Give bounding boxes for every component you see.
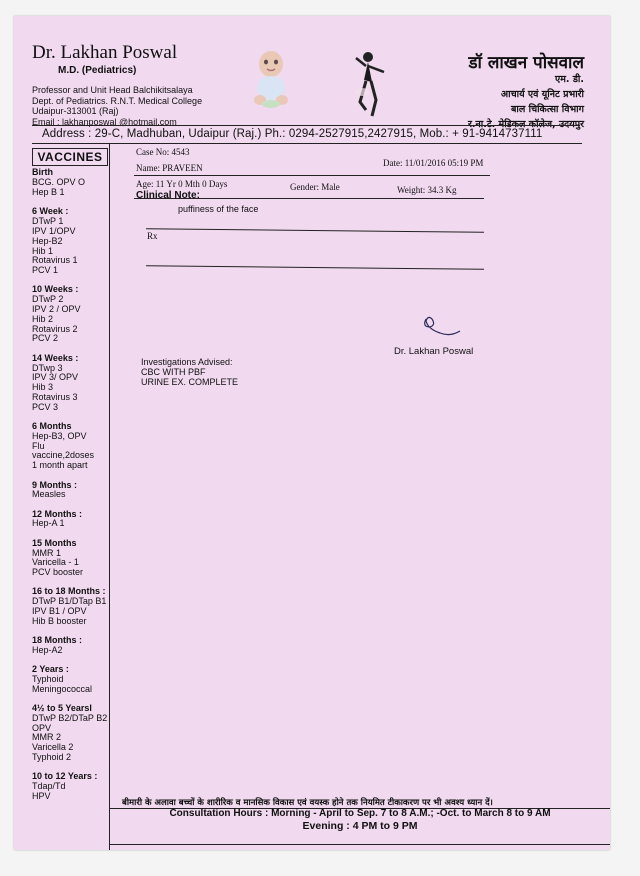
doctor-email: Email : lakhanposwal @hotmail.com [32, 116, 177, 127]
vaccine-item: Hep-B3, OPV [32, 430, 87, 441]
vaccine-item: Hib B booster [32, 615, 87, 626]
vaccine-item: 1 month apart [32, 460, 88, 471]
vaccine-item: Rotavirus 1 [32, 255, 78, 266]
vaccine-age: 14 Weeks : [32, 352, 79, 363]
vaccine-item: Rotavirus 2 [32, 323, 78, 334]
vaccine-item: IPV 1/OPV [32, 225, 76, 236]
vaccine-item: IPV 2 / OPV [32, 304, 81, 315]
address-divider [32, 143, 582, 144]
vaccine-schedule [32, 168, 108, 811]
vaccine-age: 6 Months [32, 421, 72, 432]
vaccine-item: Hep-B2 [32, 235, 63, 246]
vaccine-group [32, 587, 108, 626]
vaccine-item: MMR 2 [32, 732, 61, 743]
rx-line [146, 228, 484, 233]
hindi-detail-line: बाल चिकित्सा विभाग [510, 104, 584, 115]
vaccine-item: Varicella - 1 [32, 557, 79, 568]
consultation-hours-evening: Evening : 4 PM to 9 PM [302, 820, 418, 832]
vaccine-group [32, 704, 108, 763]
clinical-note-text: puffiness of the face [178, 204, 259, 214]
hindi-detail-line: एम. डी. [554, 74, 584, 85]
vaccine-age: 10 Weeks : [32, 284, 79, 295]
doctor-detail-line: Professor and Unit Head Balchikitsalaya [32, 85, 193, 95]
vaccine-item: IPV 3/ OPV [32, 372, 79, 383]
vaccine-item: PCV 1 [32, 265, 59, 276]
vaccines-heading: VACCINES [32, 148, 108, 166]
vaccine-item: HPV [32, 790, 51, 801]
vaccine-item: Flu vaccine,2doses [32, 440, 95, 461]
footer-hindi-note: बीमारी के अलावा बच्चों के शारीरिक व मानसिक विकास एवं वयस्क होने तक नियमित टीकाकरण पर भी अवश्य ध्यान दें। [122, 798, 493, 808]
vaccine-item: Hep-A 1 [32, 518, 65, 529]
clinical-note-label: Clinical Note: [136, 190, 200, 201]
vaccine-item: PCV 3 [32, 401, 59, 412]
doctor-name: Dr. Lakhan Poswal [32, 42, 178, 63]
vaccine-item: DTwP 1 [32, 216, 64, 227]
vaccine-item: Meningococcal [32, 683, 93, 694]
signature-icon [420, 313, 462, 343]
doctor-name-hindi: डॉ लाखन पोसवाल [468, 53, 584, 73]
doctor-detail-line: Udaipur-313001 (Raj) [32, 106, 119, 116]
doctor-degree: M.D. (Pediatrics) [58, 65, 137, 76]
vaccine-age: 2 Years : [32, 664, 69, 675]
investigation-item: URINE EX. COMPLETE [141, 377, 239, 387]
vaccine-group [32, 422, 108, 471]
doctor-details-hindi [468, 72, 584, 132]
vaccine-group [32, 168, 108, 197]
rx-underline [146, 265, 484, 270]
patient-weight: Weight: 34.3 Kg [397, 185, 457, 195]
vaccine-group [32, 481, 108, 501]
hindi-detail-line: र.ना.टे. मेडिकल कॉलेज, उदयपुर [467, 119, 584, 130]
doctor-detail-line: Dept. of Pediatrics. R.N.T. Medical College [32, 95, 203, 106]
case-date: Date: 11/01/2016 05:19 PM [383, 158, 484, 168]
column-divider [109, 144, 110, 850]
vaccine-item: IPV B1 / OPV [32, 605, 87, 616]
vaccine-age: 10 to 12 Years : [32, 771, 98, 782]
investigation-item: CBC WITH PBF [141, 367, 206, 377]
name-underline [134, 175, 490, 176]
vaccine-item: Hib 1 [32, 245, 54, 256]
vaccine-age: 15 Months [32, 537, 77, 548]
vaccine-item: Typhoid 2 [32, 752, 72, 763]
vaccine-age: Birth [32, 167, 53, 177]
vaccine-item: PCV 2 [32, 333, 59, 344]
header-divider [32, 125, 580, 126]
vaccine-item: DTwP B1/DTap B1 [32, 596, 107, 607]
vaccine-item: BCG. OPV O [32, 176, 86, 187]
vaccine-age: 6 Week : [32, 206, 69, 217]
vaccine-item: DTwP B2/DTaP B2 [32, 712, 108, 723]
vaccine-age: 12 Months : [32, 508, 83, 519]
prescription-sheet [14, 16, 610, 850]
patient-age: Age: 11 Yr 0 Mth 0 Days [136, 179, 228, 189]
vaccine-age: 16 to 18 Months : [32, 586, 106, 597]
vaccine-item: DTwp 3 [32, 362, 63, 373]
vaccine-item: Hib 3 [32, 382, 54, 393]
vaccine-group [32, 539, 108, 578]
vaccine-group [32, 510, 108, 530]
vaccine-group [32, 772, 108, 801]
vaccine-item: Measles [32, 489, 66, 500]
footer-bottom-divider [110, 844, 610, 845]
vaccine-item: Hep-A2 [32, 644, 63, 655]
vaccine-age: 9 Months : [32, 479, 77, 490]
doctor-details [32, 85, 202, 127]
vaccine-item: Hib 2 [32, 313, 54, 324]
vaccine-age: 18 Months : [32, 635, 83, 646]
vaccine-item: Hep B 1 [32, 186, 65, 197]
patient-name: Name: PRAVEEN [136, 163, 203, 173]
vaccine-item: MMR 1 [32, 547, 61, 558]
vaccine-group [32, 207, 108, 276]
dancer-illustration-icon [350, 50, 390, 120]
signature-name: Dr. Lakhan Poswal [394, 346, 474, 357]
vaccine-item: DTwP 2 [32, 294, 64, 305]
vaccine-item: Varicella 2 [32, 742, 74, 753]
address-line: Address : 29-C, Madhuban, Udaipur (Raj.) Ph.: 0294-2527915,2427915, Mob.: + 91-9414737111 [42, 128, 543, 140]
vaccine-item: PCV booster [32, 567, 84, 578]
vaccine-group [32, 665, 108, 694]
vaccine-group [32, 285, 108, 344]
rx-label: Rx [147, 231, 158, 241]
vaccine-item: Rotavirus 3 [32, 391, 78, 402]
vaccine-group [32, 636, 108, 656]
vaccine-item: Typhoid [32, 673, 64, 684]
vaccine-item: Tdap/Td [32, 781, 66, 792]
case-number: Case No: 4543 [136, 147, 190, 157]
vaccine-item: OPV [32, 722, 52, 733]
hindi-detail-line: आचार्य एवं यूनिट प्रभारी [500, 89, 584, 100]
baby-illustration-icon [250, 48, 292, 110]
vaccine-age: 4½ to 5 Yearsl [32, 703, 92, 714]
consultation-hours-morning: Consultation Hours : Morning - April to Sep. 7 to 8 A.M.; -Oct. to March 8 to 9 AM [169, 808, 551, 819]
investigations-label: Investigations Advised: [141, 357, 233, 367]
patient-gender: Gender: Male [290, 182, 340, 192]
vaccine-group [32, 354, 108, 413]
consultation-hours [110, 808, 610, 832]
